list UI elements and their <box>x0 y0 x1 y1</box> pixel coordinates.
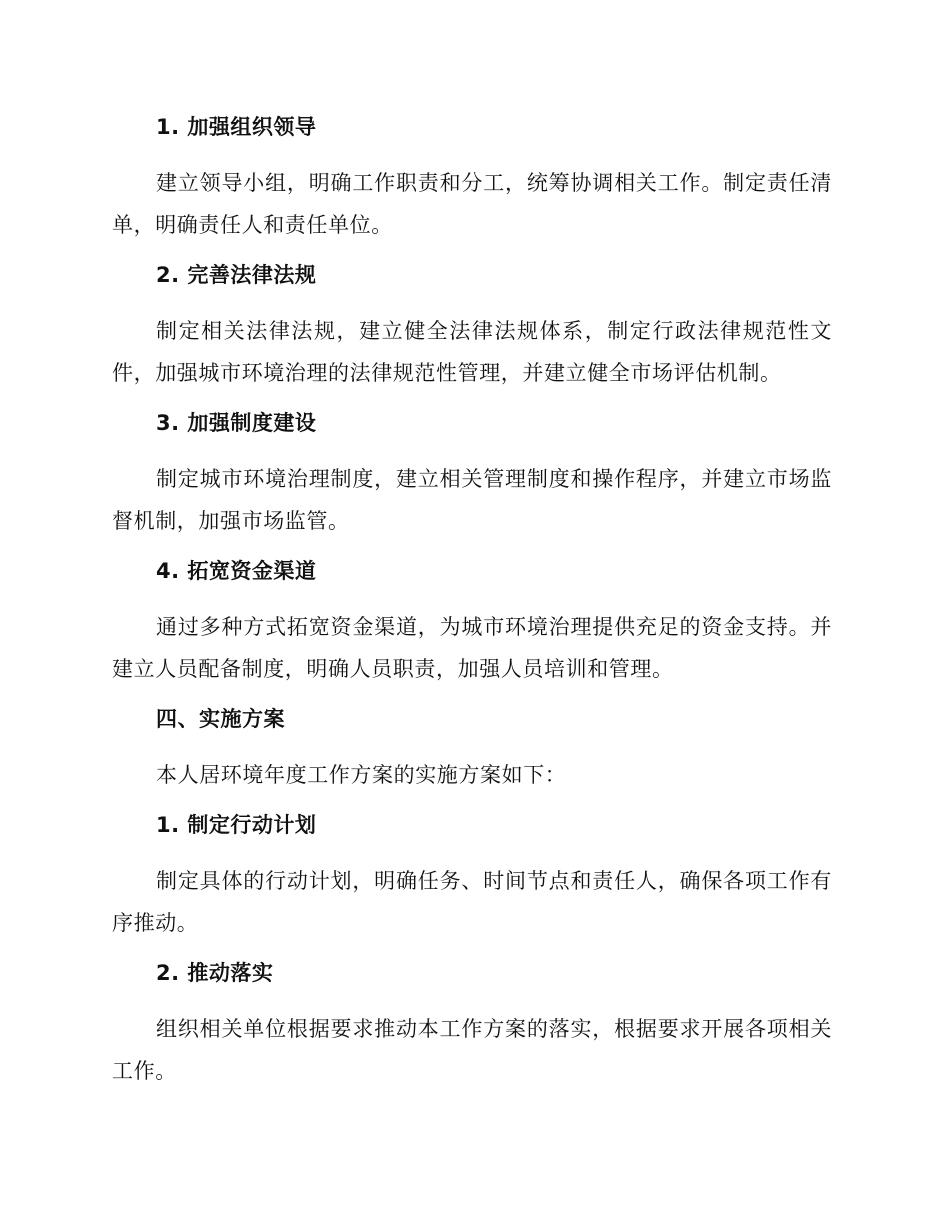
paragraph-laws: 制定相关法律法规，建立健全法律法规体系，制定行政法律规范性文件，加强城市环境治理的法律规范性管理，并建立健全市场评估机制。 <box>112 319 832 385</box>
section-heading-system-building: 3. 加强制度建设 <box>156 411 317 435</box>
paragraph-funding-channels: 通过多种方式拓宽资金渠道，为城市环境治理提供充足的资金支持。并建立人员配备制度，明确人员职责，加强人员培训和管理。 <box>112 615 832 681</box>
section-heading-action-plan: 1. 制定行动计划 <box>156 813 317 837</box>
paragraph-promote-implementation: 组织相关单位根据要求推动本工作方案的落实，根据要求开展各项相关工作。 <box>112 1017 832 1083</box>
section-heading-strengthen-leadership: 1. 加强组织领导 <box>156 115 317 139</box>
paragraph-system-building: 制定城市环境治理制度，建立相关管理制度和操作程序，并建立市场监督机制，加强市场监管。 <box>112 467 832 533</box>
section-heading-funding-channels: 4. 拓宽资金渠道 <box>156 559 317 583</box>
section-heading-improve-laws: 2. 完善法律法规 <box>156 263 317 287</box>
section-heading-implementation-plan: 四、实施方案 <box>156 707 285 731</box>
paragraph-implementation-intro: 本人居环境年度工作方案的实施方案如下： <box>156 763 567 787</box>
document-body <box>112 110 832 1104</box>
paragraph-leadership: 建立领导小组，明确工作职责和分工，统筹协调相关工作。制定责任清单，明确责任人和责任单位。 <box>112 171 832 237</box>
paragraph-action-plan: 制定具体的行动计划，明确任务、时间节点和责任人，确保各项工作有序推动。 <box>112 869 832 935</box>
section-heading-promote-implementation: 2. 推动落实 <box>156 961 274 985</box>
